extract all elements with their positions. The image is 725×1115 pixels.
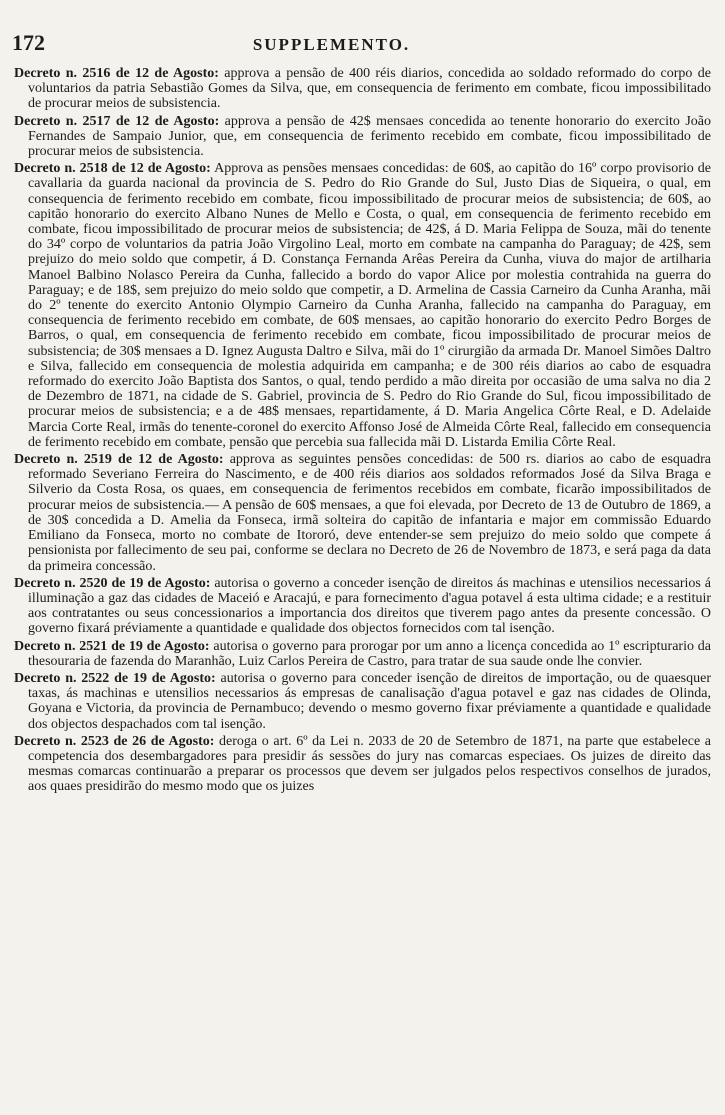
decree-paragraph xyxy=(12,66,711,112)
decree-text: autorisa o governo para prorogar por um anno a licença concedida ao 1º escripturario da thesouraria de fazenda do Maranhão, Luiz Carlos Pereira de Castro, para tratar de sua saude onde lhe convier. xyxy=(28,638,712,669)
decree-heading: Decreto n. 2523 de 26 de Agosto: xyxy=(14,733,215,749)
decree-text: approva a pensão de 400 réis diarios, concedida ao soldado reformado do corpo de voluntarios da patria Sebastião Gomes da Silva, que, em consequencia de ferimento em combate, ficou impossibilitado de procurar meios de subsistencia. xyxy=(28,66,711,112)
decree-heading: Decreto n. 2522 de 19 de Agosto: xyxy=(14,670,216,686)
decree-text: Approva as pensões mensaes concedidas: de 60$, ao capitão do 16º corpo provisorio de cavallaria da guarda nacional da provincia de S. Pedro do Rio Grande do Sul, Justo Dias de Siqueira, o qual, em consequencia de ferimento recebido em combate, ficou impossibilitado de procurar meios de subsistencia; de 60$, ao capitão honorario do exercito Albano Nunes de Mello e Costa, o qual, em consequencia de ferimento recebido em combate, ficou impossibilitado de procurar meios de subsistencia; de 42$, á D. Maria Felippa de Souza, mãi do tenente do 34º corpo de voluntarios da patria João Virgolino Leal, morto em combate na campanha do Paraguay; de 42$, sem prejuizo do meio soldo que competir, á D. Constança Fernanda Arêas Pereira da Cunha, viuva do major de artilharia Manoel Balbino Nolasco Pereira da Cunha, fallecido a bordo do vapor Alice por molestia contrahida na guerra do Paraguay; e de 18$, sem prejuizo do meio soldo que competir, a D. Armelina de Cassia Carneiro da Cunha Aranha, mãi do 2º tenente do exercito Antonio Olympio Carneiro da Cunha Aranha, fallecido na campanha do Paraguay, em consequencia de ferimento recebido em combate, de 60$ mensaes, ao capitão honorario do exercito Pedro Borges de Barros, o qual, em consequencia de ferimento recebido em combate, ficou impossibilitado de procurar meios de subsistencia; de 30$ mensaes a D. Ignez Augusta Daltro e Silva, mãi do 1º cirurgião da armada Dr. Manoel Simões Daltro e Silva, fallecido em consequencia de molestia adquirida em campanha; e de 300 réis diarios ao cabo de esquadra reformado do exercito João Baptista dos Santos, o qual, tendo perdido a mão direita por occasião de uma salva no dia 2 de Dezembro de 1871, na cidade de S. Gabriel, provincia de S. Pedro do Rio Grande do Sul, ficou impossibilitado de procurar meios de subsistencia; e a de 48$ mensaes, repartidamente, á D. Maria Angelica Côrte Real, e D. Adelaide Marcia Corte Real, irmãs do tenente-coronel do exercito Affonso José de Almeida Côrte Real, fallecido em consequencia de ferimento recebido em combate, pensão que percebia sua fallecida mãi D. Listarda Emilia Côrte Real. xyxy=(28,161,711,450)
page-number: 172 xyxy=(12,30,45,55)
decree-paragraph xyxy=(12,671,711,732)
decree-paragraph xyxy=(12,576,711,637)
decree-list xyxy=(12,66,711,795)
decree-heading: Decreto n. 2516 de 12 de Agosto: xyxy=(14,66,219,81)
running-title: SUPPLEMENTO. xyxy=(252,35,411,54)
decree-heading: Decreto n. 2517 de 12 de Agosto: xyxy=(14,113,220,129)
decree-text: approva as seguintes pensões concedidas: de 500 rs. diarios ao cabo de esquadra reformado Severiano Ferreira do Nascimento, e de 400 réis diarios aos soldados reformados José da Silva Braga e Silverio da Costa Rosa, os quaes, em consequencia de ferimentos recebidos em combate, ficarão impossibilitados de procurar meios de subsistencia.— A pensão de 60$ mensaes, a que foi elevada, por Decreto de 13 de Outubro de 1869, a de 30$ concedida a D. Amelia da Fonseca, irmã solteira do capitão de infantaria e major em commissão Eduardo Emiliano da Fonseca, morto no combate de Itororó, deve entender-se sem prejuizo do meio soldo que compete á pensionista por fallecimento de seu pai, conforme se declara no Decreto de 26 de Novembro de 1873, e será paga da data da primeira concessão. xyxy=(28,452,712,574)
decree-heading: Decreto n. 2518 de 12 de Agosto: xyxy=(14,161,211,177)
decree-text: deroga o art. 6º da Lei n. 2033 de 20 de Setembro de 1871, na parte que estabelece a competencia dos desembargadores para presidir ás sessões do jury nas comarcas especiaes. Os juizes de direito das mesmas comarcas continuarão a preparar os processos que devem ser julgados pelos respectivos conselhos de jurados, aos quaes presidirão do mesmo modo que os juizes xyxy=(28,733,711,795)
decree-text: autorisa o governo para conceder isenção de direitos de importação, ou de quaesquer taxas, ás machinas e utensilios necessarios ás empresas de canalisação d'agua potavel e gaz nas cidades de Olinda, Goyana e Victoria, da provincia de Pernambuco; devendo o mesmo governo fixar préviamente a quantidade e qualidade dos objectos despachados com tal isenção. xyxy=(28,670,712,732)
decree-heading: Decreto n. 2521 de 19 de Agosto: xyxy=(14,638,210,654)
decree-paragraph xyxy=(12,639,711,669)
decree-text: autorisa o governo a conceder isenção de direitos ás machinas e utensilios necessarios á illuminação a gaz das cidades de Maceió e Aracajú, e para fornecimento d'agua potavel á esta ultima cidade; e a restituir aos contratantes ou seus concessionarios a importancia dos direitos que tiverem pago antes da presente concessão. O governo fixará préviamente a quantidade e qualidade dos objectos fornecidos com tal isenção. xyxy=(28,575,711,637)
running-head xyxy=(12,30,711,66)
decree-paragraph xyxy=(12,452,711,574)
decree-heading: Decreto n. 2520 de 19 de Agosto: xyxy=(14,575,211,591)
decree-heading: Decreto n. 2519 de 12 de Agosto: xyxy=(14,452,224,468)
decree-paragraph xyxy=(12,114,711,160)
decree-paragraph xyxy=(12,161,711,450)
decree-paragraph xyxy=(12,734,711,795)
decree-text: approva a pensão de 42$ mensaes concedida ao tenente honorario do exercito João Fernandes de Sampaio Junior, que, em consequencia de ferimento recebido em combate, ficou impossibilitado de procurar meios de subsistencia. xyxy=(28,113,711,160)
